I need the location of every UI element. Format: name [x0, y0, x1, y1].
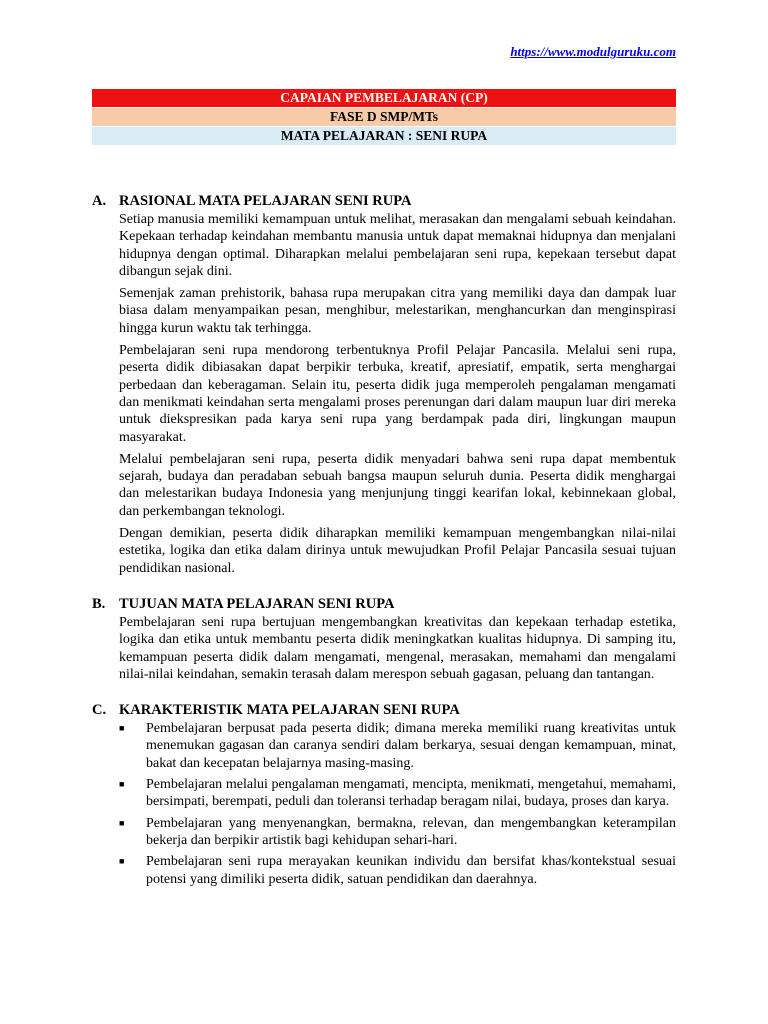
section-body [92, 720, 676, 888]
section-heading [92, 595, 676, 613]
section-title: KARAKTERISTIK MATA PELAJARAN SENI RUPA [119, 702, 460, 719]
section-body [92, 614, 676, 683]
list-item-text: Pembelajaran berpusat pada peserta didik; dimana mereka memiliki ruang kreativitas untuk menemukan gagasan dan caranya sendiri dalam berkarya, sesuai dengan kemampuan, minat, bakat dan kecepatan belajarnya masing-masing. [146, 721, 676, 771]
banner-capaian: CAPAIAN PEMBELAJARAN (CP) [92, 89, 676, 107]
section-heading [92, 701, 676, 719]
banner-mapel: MATA PELAJARAN : SENI RUPA [92, 127, 676, 145]
website-link[interactable]: https://www.modulguruku.com [510, 44, 676, 59]
list-item-text: Pembelajaran yang menyenangkan, bermakna, relevan, dan mengembangkan keterampilan bekerja dan berpikir artistik bagi kehidupan sehari-hari. [146, 815, 676, 848]
list-item-text: Pembelajaran seni rupa merayakan keunikan individu dan bersifat khas/kontekstual sesuai potensi yang dimiliki peserta didik, satuan pendidikan dan daerahnya. [146, 854, 676, 887]
list-item-text: Pembelajaran melalui pengalaman mengamati, mencipta, menikmati, mengetahui, memahami, bersimpati, berempati, peduli dan toleransi terhadap beragam nilai, budaya, proses dan karya. [146, 777, 676, 810]
section-karakteristik [92, 701, 676, 888]
section-tujuan [92, 595, 676, 683]
section-body [92, 211, 676, 577]
section-title: RASIONAL MATA PELAJARAN SENI RUPA [119, 193, 412, 209]
section-title: TUJUAN MATA PELAJARAN SENI RUPA [119, 595, 395, 612]
paragraph: Semenjak zaman prehistorik, bahasa rupa merupakan citra yang memiliki daya dan dampak luar biasa dalam menyampaikan pesan, menghibur, melestarikan, menghancurkan dan menginspirasi hingga kurun waktu tak terhingga. [119, 286, 676, 336]
list-item [119, 776, 676, 811]
bullet-list [119, 720, 676, 888]
paragraph: Melalui pembelajaran seni rupa, peserta didik menyadari bahwa seni rupa dapat membentuk sejarah, budaya dan peradaban sebuah bangsa maupun seluruh dunia. Peserta didik menghargai dan melestarikan budaya Indonesia yang menjunjung tinggi kearifan lokal, kebinnekaan global, dan perkembangan teknologi. [119, 451, 676, 519]
square-bullet-icon: ■ [119, 856, 125, 867]
list-item [119, 720, 676, 772]
paragraph: Setiap manusia memiliki kemampuan untuk melihat, merasakan dan mengalami sebuah keindahan. Kepekaan terhadap keindahan membantu manusia untuk dapat memaknai hidupnya dan menjalani hidupnya dengan optimal. Diharapkan melalui pembelajaran seni rupa, kepekaan tersebut dapat dibangun sejak dini. [119, 212, 676, 279]
list-item [119, 853, 676, 888]
banner-fase: FASE D SMP/MTs [92, 108, 676, 126]
paragraph: Pembelajaran seni rupa bertujuan mengembangkan kreativitas dan kepekaan terhadap estetika, logika dan etika untuk membantu peserta didik meningkatkan kualitas hidupnya. Di samping itu, kemampuan peserta didik dalam mengamati, mengenal, merasakan, memahami dan mengalami nilai-nilai keindahan, semakin terasah dalam merespon sebuah gagasan, peluang dan tantangan. [119, 614, 676, 682]
square-bullet-icon: ■ [119, 817, 125, 828]
square-bullet-icon: ■ [119, 779, 125, 790]
section-letter: A. [92, 193, 107, 209]
section-rasional [92, 192, 676, 577]
paragraph: Dengan demikian, peserta didik diharapkan memiliki kemampuan mengembangkan nilai-nilai estetika, logika dan etika dalam dirinya untuk mewujudkan Profil Pelajar Pancasila sesuai tujuan pendidikan nasional. [119, 526, 676, 576]
title-banners [92, 89, 676, 146]
section-heading [92, 192, 676, 210]
square-bullet-icon: ■ [119, 723, 125, 734]
section-letter: C. [92, 702, 107, 719]
section-letter: B. [92, 595, 106, 612]
paragraph: Pembelajaran seni rupa mendorong terbentuknya Profil Pelajar Pancasila. Melalui seni rupa, peserta didik dibiasakan dapat berpikir terbuka, kreatif, apresiatif, empatik, serta menghargai perbedaan dan keberagaman. Selain itu, peserta didik juga memperoleh pengalaman mengamati dan menikmati keindahan serta mengalami proses perenungan dari dalam maupun luar diri mereka untuk diekspresikan pada karya seni rupa yang berdampak pada diri, lingkungan maupun masyarakat. [119, 343, 676, 445]
list-item [119, 815, 676, 850]
document-content [92, 192, 676, 906]
